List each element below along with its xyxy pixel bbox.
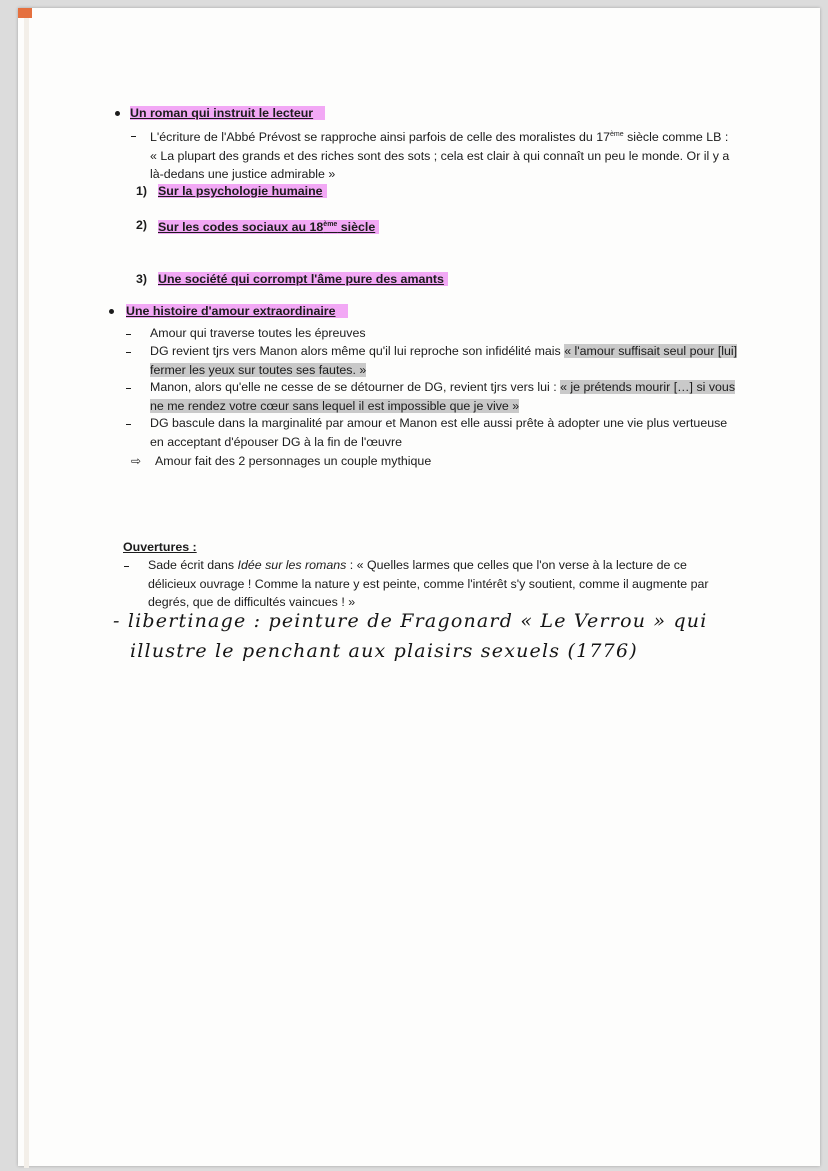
list-number: 3) <box>136 272 148 286</box>
openings-title: Ouvertures : <box>123 540 197 554</box>
list-dash-icon <box>126 424 131 425</box>
list-item: Amour qui traverse toutes les épreuves <box>150 326 366 340</box>
document-content <box>18 8 820 1166</box>
list-item: Sur les codes sociaux au 18ème siècle <box>158 216 379 237</box>
list-number: 1) <box>136 184 148 198</box>
conclusion-text: Amour fait des 2 personnages un couple mythique <box>155 454 432 468</box>
section-title: Une histoire d'amour extraordinaire <box>126 302 348 321</box>
list-dash-icon <box>124 566 129 567</box>
bullet-dot-icon <box>115 111 120 116</box>
list-item: DG bascule dans la marginalité par amour et Manon est elle aussi prête à adopter une vie plus vertueuse en acceptant d'épouser DG à la fin de l'œuvre <box>150 416 728 449</box>
list-dash-icon <box>126 388 131 389</box>
document-page <box>18 8 820 1166</box>
handwritten-note-line: - libertinage : peinture de Fragonard « Le Verrou » qui <box>113 610 708 632</box>
list-item: Une société qui corrompt l'âme pure des amants <box>158 270 448 289</box>
moralistes-paragraph: L'écriture de l'Abbé Prévost se rapproche ainsi parfois de celle des moralistes du 17ème siècle comme LB : « La plupart des grands et des riches sont des sots ; cela est clair à qui connaît un peu le monde. Or il y a là-dedans une justice admirable » <box>150 130 730 182</box>
list-item: Sur la psychologie humaine <box>158 182 327 201</box>
section-title: Un roman qui instruit le lecteur <box>130 104 325 123</box>
arrow-right-icon: ⇨ <box>131 454 142 468</box>
list-dash-icon <box>126 334 131 335</box>
list-item: DG revient tjrs vers Manon alors même qu'il lui reproche son infidélité mais « l'amour suffisait seul pour [lui] fermer les yeux sur toutes ses fautes. » <box>150 344 738 377</box>
list-dash-icon <box>131 136 136 137</box>
list-dash-icon <box>126 352 131 353</box>
handwritten-note-line: illustre le penchant aux plaisirs sexuels (1776) <box>130 640 638 662</box>
bullet-dot-icon <box>109 309 114 314</box>
list-number: 2) <box>136 218 148 232</box>
list-item: Manon, alors qu'elle ne cesse de se détourner de DG, revient tjrs vers lui : « je prétends mourir […] si vous ne me rendez votre cœur sans lequel il est impossible que je vive » <box>150 380 736 413</box>
sade-quote: Sade écrit dans Idée sur les romans : « Quelles larmes que celles que l'on verse à la lecture de ce délicieux ouvrage ! Comme la nature y est peinte, comme l'intérêt s'y soutient, comme il augmente par degrés, que de difficultés vaincues ! » <box>148 558 709 609</box>
